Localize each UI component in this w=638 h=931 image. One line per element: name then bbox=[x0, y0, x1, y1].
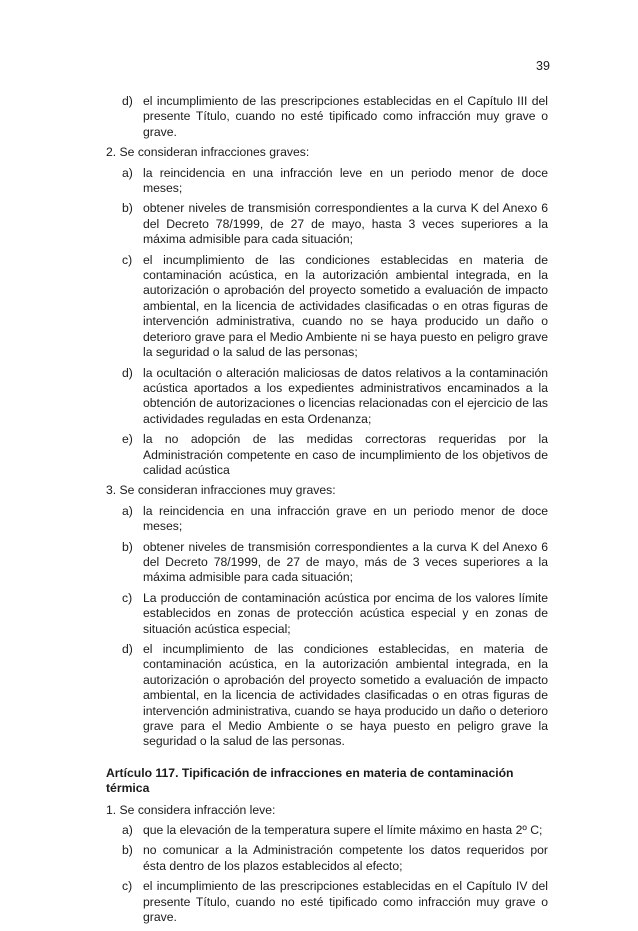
document-body bbox=[106, 94, 548, 931]
list-item-letter: b) bbox=[122, 201, 133, 216]
list-item-text: el incumplimiento de las prescripciones establecidas en el Capítulo III del presente Título, cuando no esté tipificado como infracción muy grave o grave. bbox=[143, 94, 548, 139]
list-item-text: la ocultación o alteración maliciosas de datos relativos a la contaminación acústica aportados a los expedientes administrativos encaminados a la obtención de autorizaciones o licencias relacionadas con el ejercicio de las actividades reguladas en esta Ordenanza; bbox=[143, 365, 548, 426]
list-item bbox=[106, 879, 548, 925]
list-item bbox=[106, 432, 548, 478]
list-item-text: obtener niveles de transmisión correspondientes a la curva K del Anexo 6 del Decreto 78/1999, de 27 de mayo, hasta 3 veces superiores a la máxima admisible para cada situación; bbox=[143, 201, 548, 247]
list-item-letter: c) bbox=[122, 590, 133, 605]
list-item-text: no comunicar a la Administración competente los datos requeridos por ésta dentro de los plazos establecidos al efecto; bbox=[143, 843, 548, 873]
list-item bbox=[106, 591, 548, 637]
page-number: 39 bbox=[536, 59, 550, 73]
numbered-paragraph: 3. Se consideran infracciones muy graves: bbox=[106, 483, 336, 498]
list-item-letter: c) bbox=[122, 879, 133, 894]
list-item-text: la reincidencia en una infracción grave en un periodo menor de doce meses; bbox=[143, 503, 548, 534]
list-item-letter: d) bbox=[122, 642, 133, 656]
list-item bbox=[106, 642, 548, 750]
list-item-text: La producción de contaminación acústica por encima de los valores límite establecidos en zonas de protección acústica especial y en zonas de situación acústica especial; bbox=[143, 590, 548, 636]
list-item-letter: d) bbox=[122, 94, 133, 108]
list-item-letter: a) bbox=[122, 823, 133, 838]
list-item bbox=[106, 366, 548, 428]
list-item-letter: c) bbox=[122, 252, 133, 267]
list-item-text: la no adopción de las medidas correctoras requeridas por la Administración competente en caso de incumplimiento de los objetivos de calidad acústica bbox=[143, 432, 548, 477]
list-item bbox=[106, 94, 548, 140]
list-item-letter: d) bbox=[122, 365, 133, 380]
numbered-paragraph: 2. Se consideran infracciones graves: bbox=[106, 145, 310, 160]
list-item-letter: b) bbox=[122, 539, 133, 554]
list-item-letter: b) bbox=[122, 843, 133, 858]
list-item bbox=[106, 823, 548, 838]
list-item-text: que la elevación de la temperatura supere el límite máximo en hasta 2º C; bbox=[143, 823, 543, 838]
list-item bbox=[106, 540, 548, 586]
list-item-letter: e) bbox=[122, 432, 133, 447]
list-item-text: el incumplimiento de las prescripciones establecidas en el Capítulo IV del presente Título, cuando no esté tipificado como infracción muy grave o grave. bbox=[143, 879, 548, 925]
numbered-paragraph: 1. Se considera infracción leve: bbox=[106, 802, 276, 817]
list-item-text: el incumplimiento de las condiciones establecidas en materia de contaminación acústica, en la autorización ambiental integrada, en la autorización o aprobación del proyecto sometido a evaluación de impacto ambiental, en la licencia de actividades clasificadas o en otras figuras de intervención administrativa, cuando no se haya producido un daño o deterioro grave para el Medio Ambiente ni se haya puesto en peligro grave la seguridad o la salud de las personas; bbox=[143, 252, 548, 360]
list-item bbox=[106, 504, 548, 535]
list-item bbox=[106, 201, 548, 247]
list-item-letter: a) bbox=[122, 165, 133, 180]
article-heading: Artículo 117. Tipificación de infracciones en materia de contaminación térmica bbox=[106, 765, 514, 796]
list-item-letter: a) bbox=[122, 503, 133, 518]
list-item bbox=[106, 253, 548, 361]
list-item bbox=[106, 843, 548, 874]
list-item bbox=[106, 166, 548, 197]
list-item-text: la reincidencia en una infracción leve en un periodo menor de doce meses; bbox=[143, 165, 548, 196]
list-item-text: obtener niveles de transmisión correspondientes a la curva K del Anexo 6 del Decreto 78/1999, de 27 de mayo, más de 3 veces superiores a la máxima admisible para cada situación; bbox=[143, 539, 548, 585]
list-item-text: el incumplimiento de las condiciones establecidas, en materia de contaminación acústica, en la autorización ambiental integrada, en la autorización o aprobación del proyecto sometido a evaluación de impacto ambiental, en la licencia de actividades clasificadas o en otras figuras de intervención administrativa, cuando se haya producido un daño o deterioro grave para el Medio Ambiente o se haya puesto en peligro grave la seguridad o la salud de las personas. bbox=[143, 642, 548, 749]
